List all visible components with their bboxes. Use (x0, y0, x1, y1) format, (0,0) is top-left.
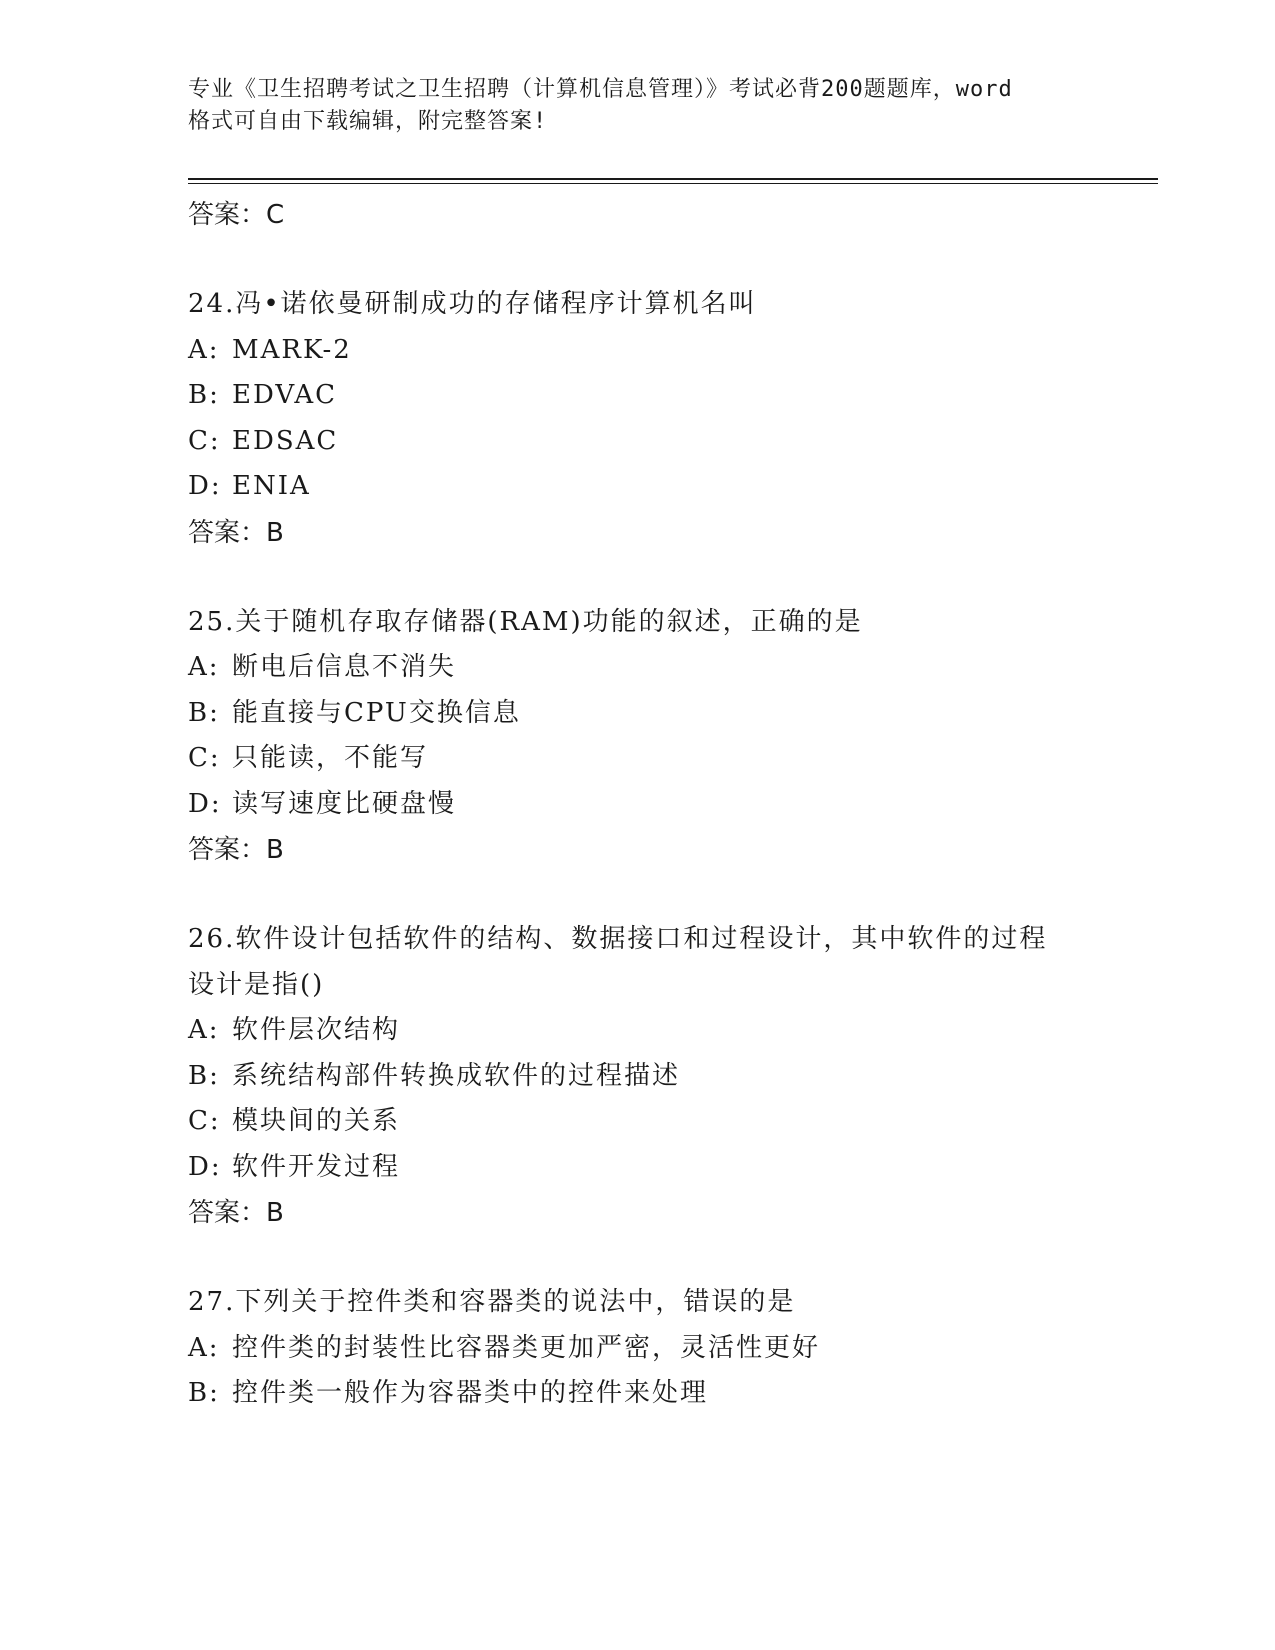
header-line-2: 格式可自由下载编辑，附完整答案! (188, 109, 548, 134)
option-b (188, 1054, 1088, 1100)
option-text: MARK-2 (232, 334, 352, 365)
option-letter: B: (188, 1378, 220, 1408)
option-c (188, 1099, 1088, 1145)
option-letter: C: (188, 1106, 221, 1136)
option-text: 控件类一般作为容器类中的控件来处理 (232, 1378, 709, 1408)
option-d (188, 464, 1088, 510)
question-text-line-2: 设计是指() (188, 969, 325, 1000)
option-a (188, 645, 1088, 691)
answer-line: 答案：C (188, 200, 285, 230)
option-b (188, 373, 1088, 419)
answer-line: 答案：B (188, 835, 284, 865)
option-a (188, 1008, 1088, 1054)
option-text: ENIA (232, 471, 311, 501)
document-header (188, 74, 1088, 138)
option-letter: D: (188, 471, 222, 501)
option-text: 读写速度比硬盘慢 (232, 788, 457, 819)
option-text: EDVAC (232, 380, 338, 410)
question-24 (188, 282, 1088, 556)
option-letter: D: (188, 788, 222, 819)
option-letter: B: (188, 1060, 220, 1091)
question-27 (188, 1280, 1088, 1417)
question-text-line-1: 26.软件设计包括软件的结构、数据接口和过程设计，其中软件的过程 (188, 924, 1048, 954)
header-divider (188, 178, 1158, 180)
option-letter: B: (188, 380, 220, 410)
option-letter: C: (188, 743, 221, 773)
header-line-1: 专业《卫生招聘考试之卫生招聘（计算机信息管理）》考试必背200题题库，word (188, 77, 1013, 102)
answer-line: 答案：B (188, 517, 284, 548)
option-text: 断电后信息不消失 (232, 652, 457, 682)
option-c (188, 736, 1088, 782)
option-text: 软件开发过程 (232, 1151, 401, 1182)
option-c (188, 419, 1088, 465)
option-letter: D: (188, 1151, 222, 1182)
option-letter: A: (188, 334, 220, 365)
option-letter: C: (188, 425, 221, 456)
header-divider-thin (188, 183, 1158, 184)
option-text: EDSAC (232, 425, 339, 456)
option-b (188, 691, 1088, 737)
question-25 (188, 600, 1088, 874)
option-letter: A: (188, 1015, 220, 1045)
option-letter: A: (188, 652, 220, 682)
option-d (188, 1145, 1088, 1191)
option-text: 软件层次结构 (232, 1015, 401, 1045)
option-text: 控件类的封装性比容器类更加严密，灵活性更好 (232, 1332, 821, 1363)
option-text: 系统结构部件转换成软件的过程描述 (232, 1060, 681, 1091)
option-letter: B: (188, 697, 220, 728)
question-list (188, 192, 1088, 1417)
option-b (188, 1371, 1088, 1417)
option-a (188, 328, 1088, 374)
answer-line: 答案：B (188, 1198, 284, 1228)
option-text: 模块间的关系 (232, 1106, 401, 1136)
question-text: 24.冯•诺依曼研制成功的存储程序计算机名叫 (188, 289, 757, 319)
option-letter: A: (188, 1332, 220, 1363)
question-26 (188, 917, 1088, 1236)
option-d (188, 782, 1088, 828)
question-text: 27.下列关于控件类和容器类的说法中，错误的是 (188, 1287, 796, 1317)
question-text: 25.关于随机存取存储器(RAM)功能的叙述，正确的是 (188, 606, 863, 637)
option-text: 能直接与CPU交换信息 (232, 697, 521, 728)
option-text: 只能读，不能写 (232, 743, 429, 773)
option-a (188, 1326, 1088, 1372)
